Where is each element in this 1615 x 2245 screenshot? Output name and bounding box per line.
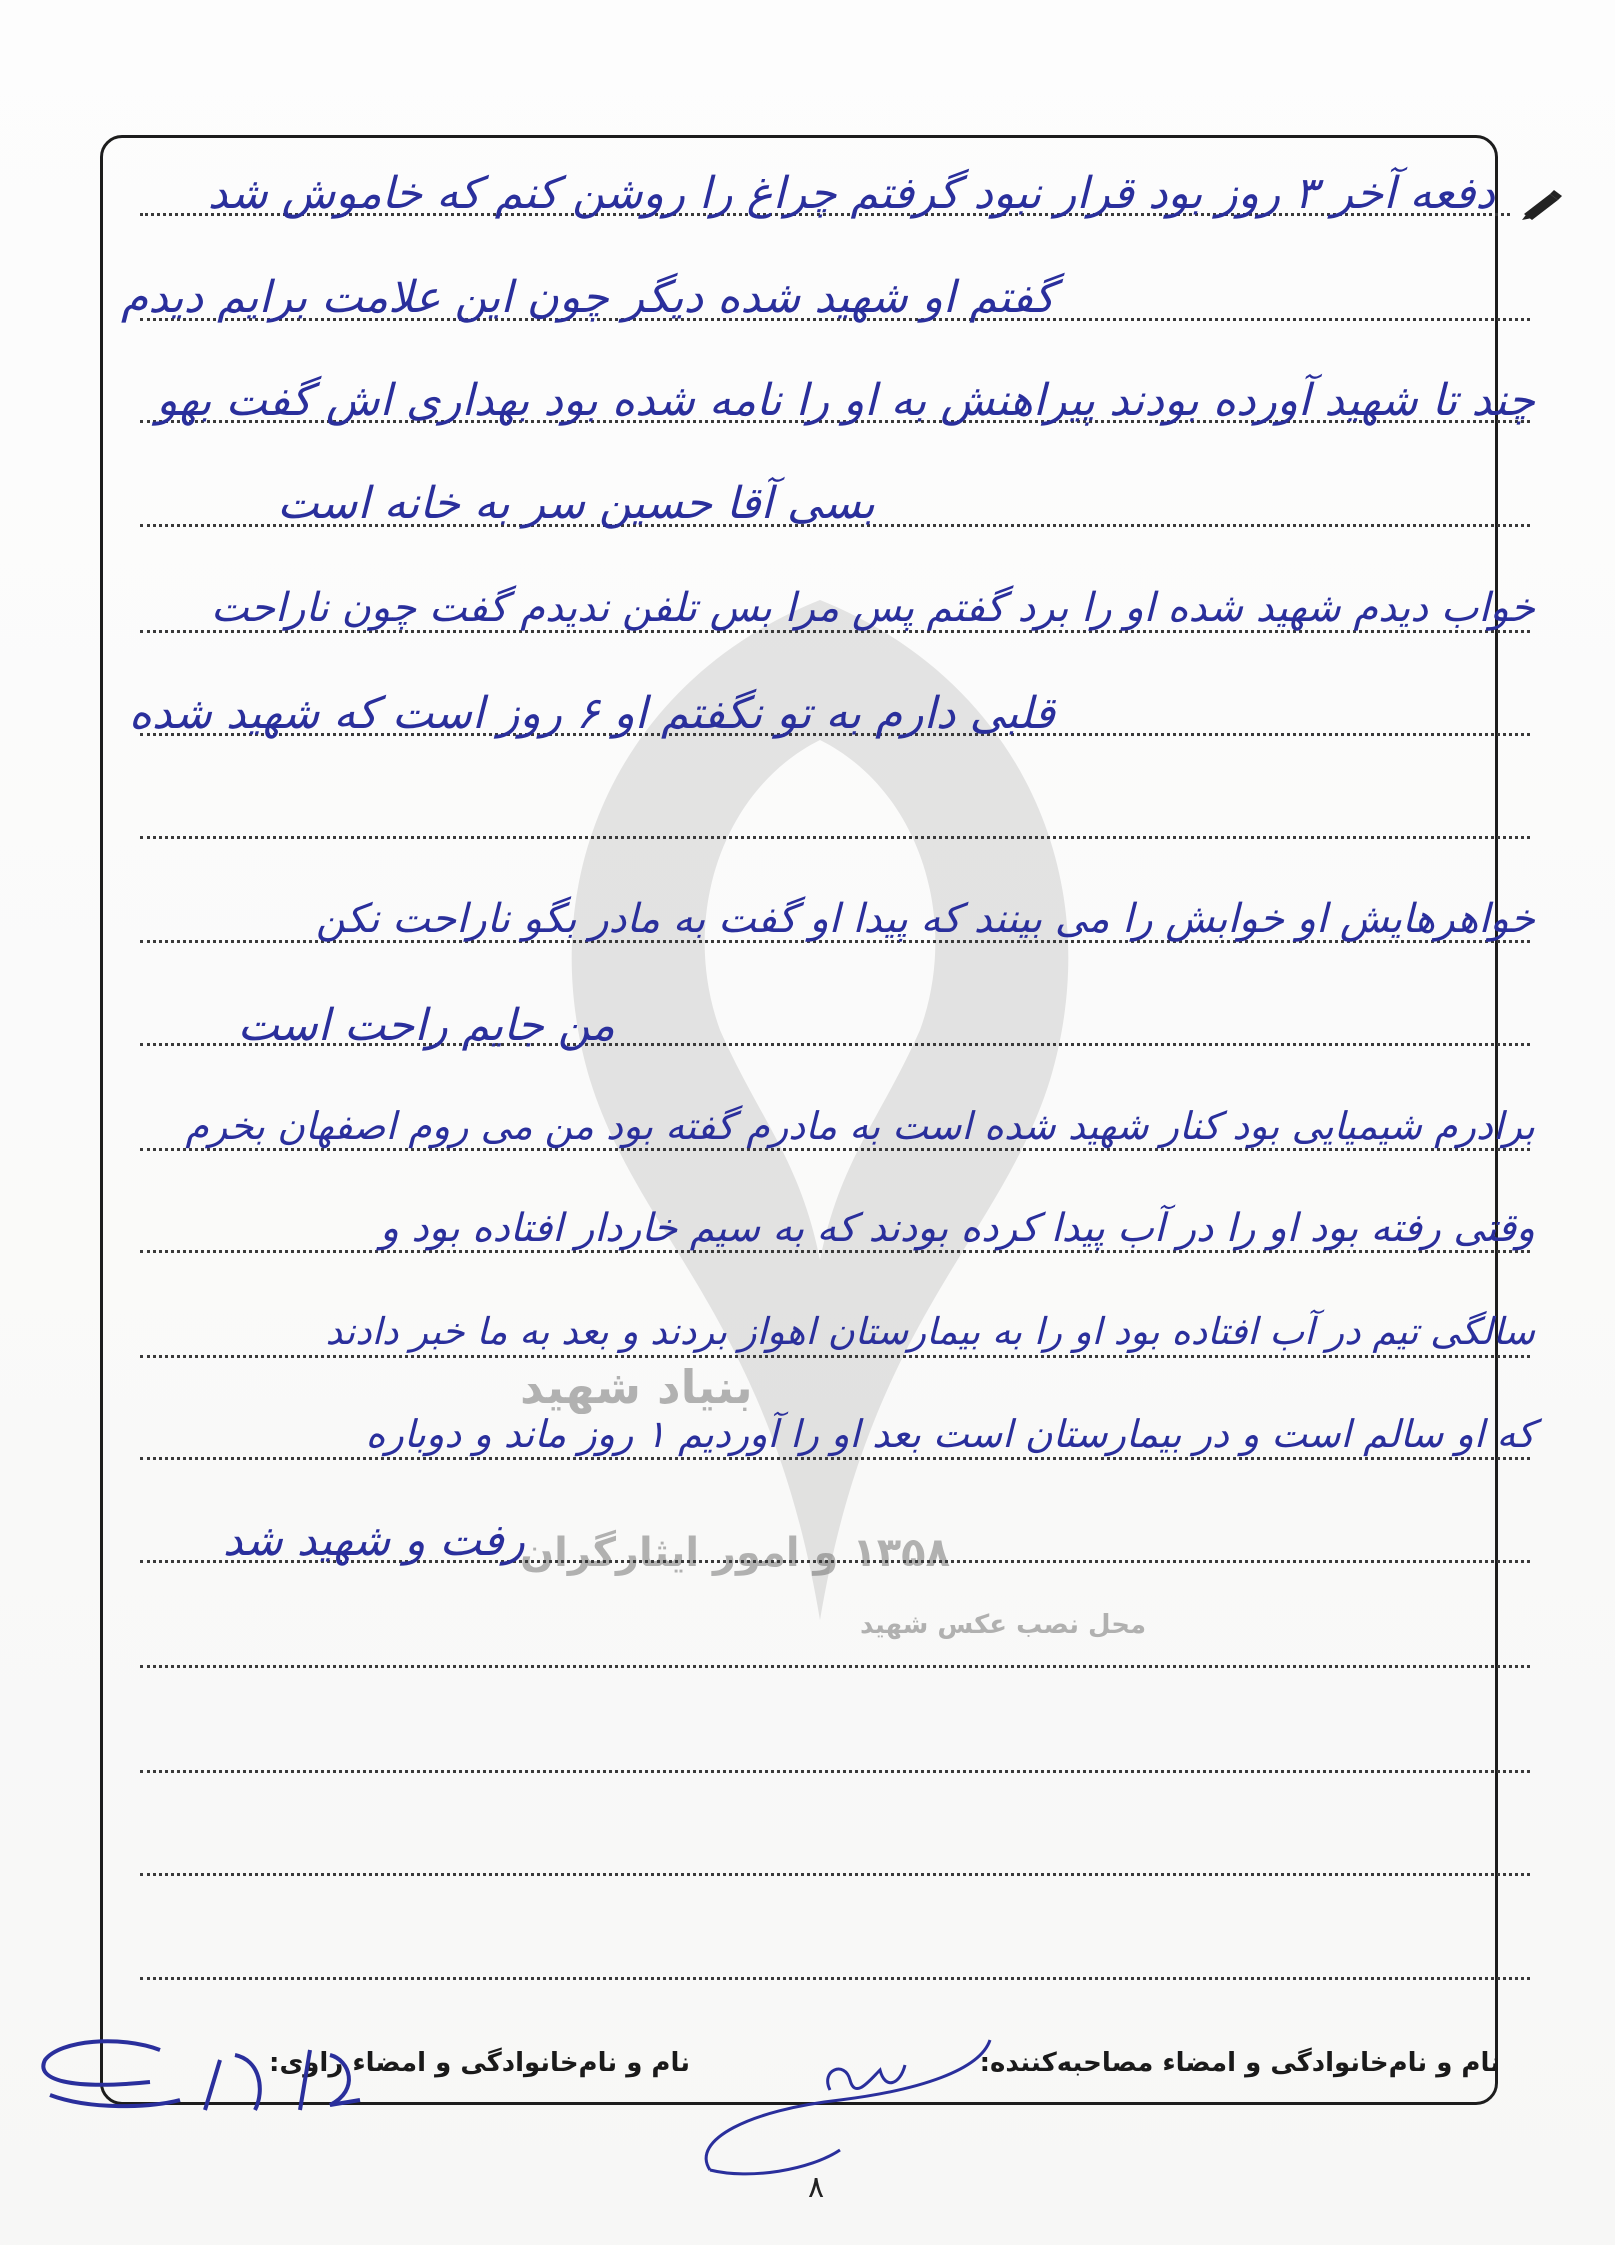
handwritten-line: دفعه آخر ۳ روز بود قرار نبود گرفتم چراغ را روشن کنم که خاموش شد — [207, 168, 1495, 219]
pen-icon — [1520, 188, 1564, 222]
handwritten-line: چند تا شهید آورده بودند پیراهنش به او را نامه شده بود بهداری اش گفت بهو — [156, 375, 1535, 426]
handwritten-line: بسی آقا حسین سر به خانه است — [277, 478, 875, 529]
ruled-line — [140, 1770, 1530, 1773]
handwritten-line: گفتم او شهید شده دیگر چون این علامت برایم دیدم — [120, 272, 1055, 323]
watermark-org-text: بنیاد شهید — [520, 1360, 753, 1414]
ruled-line — [140, 1665, 1530, 1668]
ruled-line — [140, 836, 1530, 839]
interviewer-signature-label: نام و نام‌خانوادگی و امضاء مصاحبه‌کننده: — [979, 2048, 1500, 2078]
ruled-line — [140, 1873, 1530, 1876]
watermark-sub-text: محل نصب عکس شهید — [860, 1610, 1147, 1640]
handwritten-line: سالگی تیم در آب افتاده بود او را به بیمارستان اهواز بردند و بعد به ما خبر دادند — [325, 1310, 1535, 1353]
handwritten-line: رفت و شهید شد — [222, 1515, 525, 1566]
handwritten-line: که او سالم است و در بیمارستان است بعد او را آوردیم ۱ روز ماند و دوباره — [365, 1412, 1535, 1456]
handwritten-line: برادرم شیمیایی بود کنار شهید شده است به مادرم گفته بود من می روم اصفهان بخرم — [185, 1104, 1535, 1148]
page-number: ۸ — [808, 2170, 825, 2205]
narrator-signature-label: نام و نام‌خانوادگی و امضاء راوی: — [269, 2048, 690, 2078]
interviewer-signature — [670, 2030, 1010, 2180]
watermark-year-text: ۱۳۵۸ و امور ایثارگران — [520, 1530, 950, 1576]
ruled-line — [140, 1457, 1530, 1460]
handwritten-line: خواب دیدم شهید شده او را برد گفتم پس مرا بس تلفن ندیدم گفت چون ناراحت — [211, 585, 1535, 631]
ruled-line — [140, 1977, 1530, 1980]
handwritten-line: وقتی رفته بود او را در آب پیدا کرده بودند که به سیم خاردار افتاده بود و — [380, 1206, 1535, 1251]
handwritten-line: خواهرهایش او خوابش را می بینند که پیدا او گفت به مادر بگو ناراحت نکن — [315, 896, 1535, 942]
narrator-signature — [30, 2020, 390, 2130]
handwritten-line: قلبی دارم به تو نگفتم او ۶ روز است که شهید شده — [128, 688, 1055, 739]
handwritten-line: من جایم راحت است — [237, 1000, 615, 1051]
ruled-line — [140, 1148, 1530, 1151]
ruled-line — [140, 1355, 1530, 1358]
